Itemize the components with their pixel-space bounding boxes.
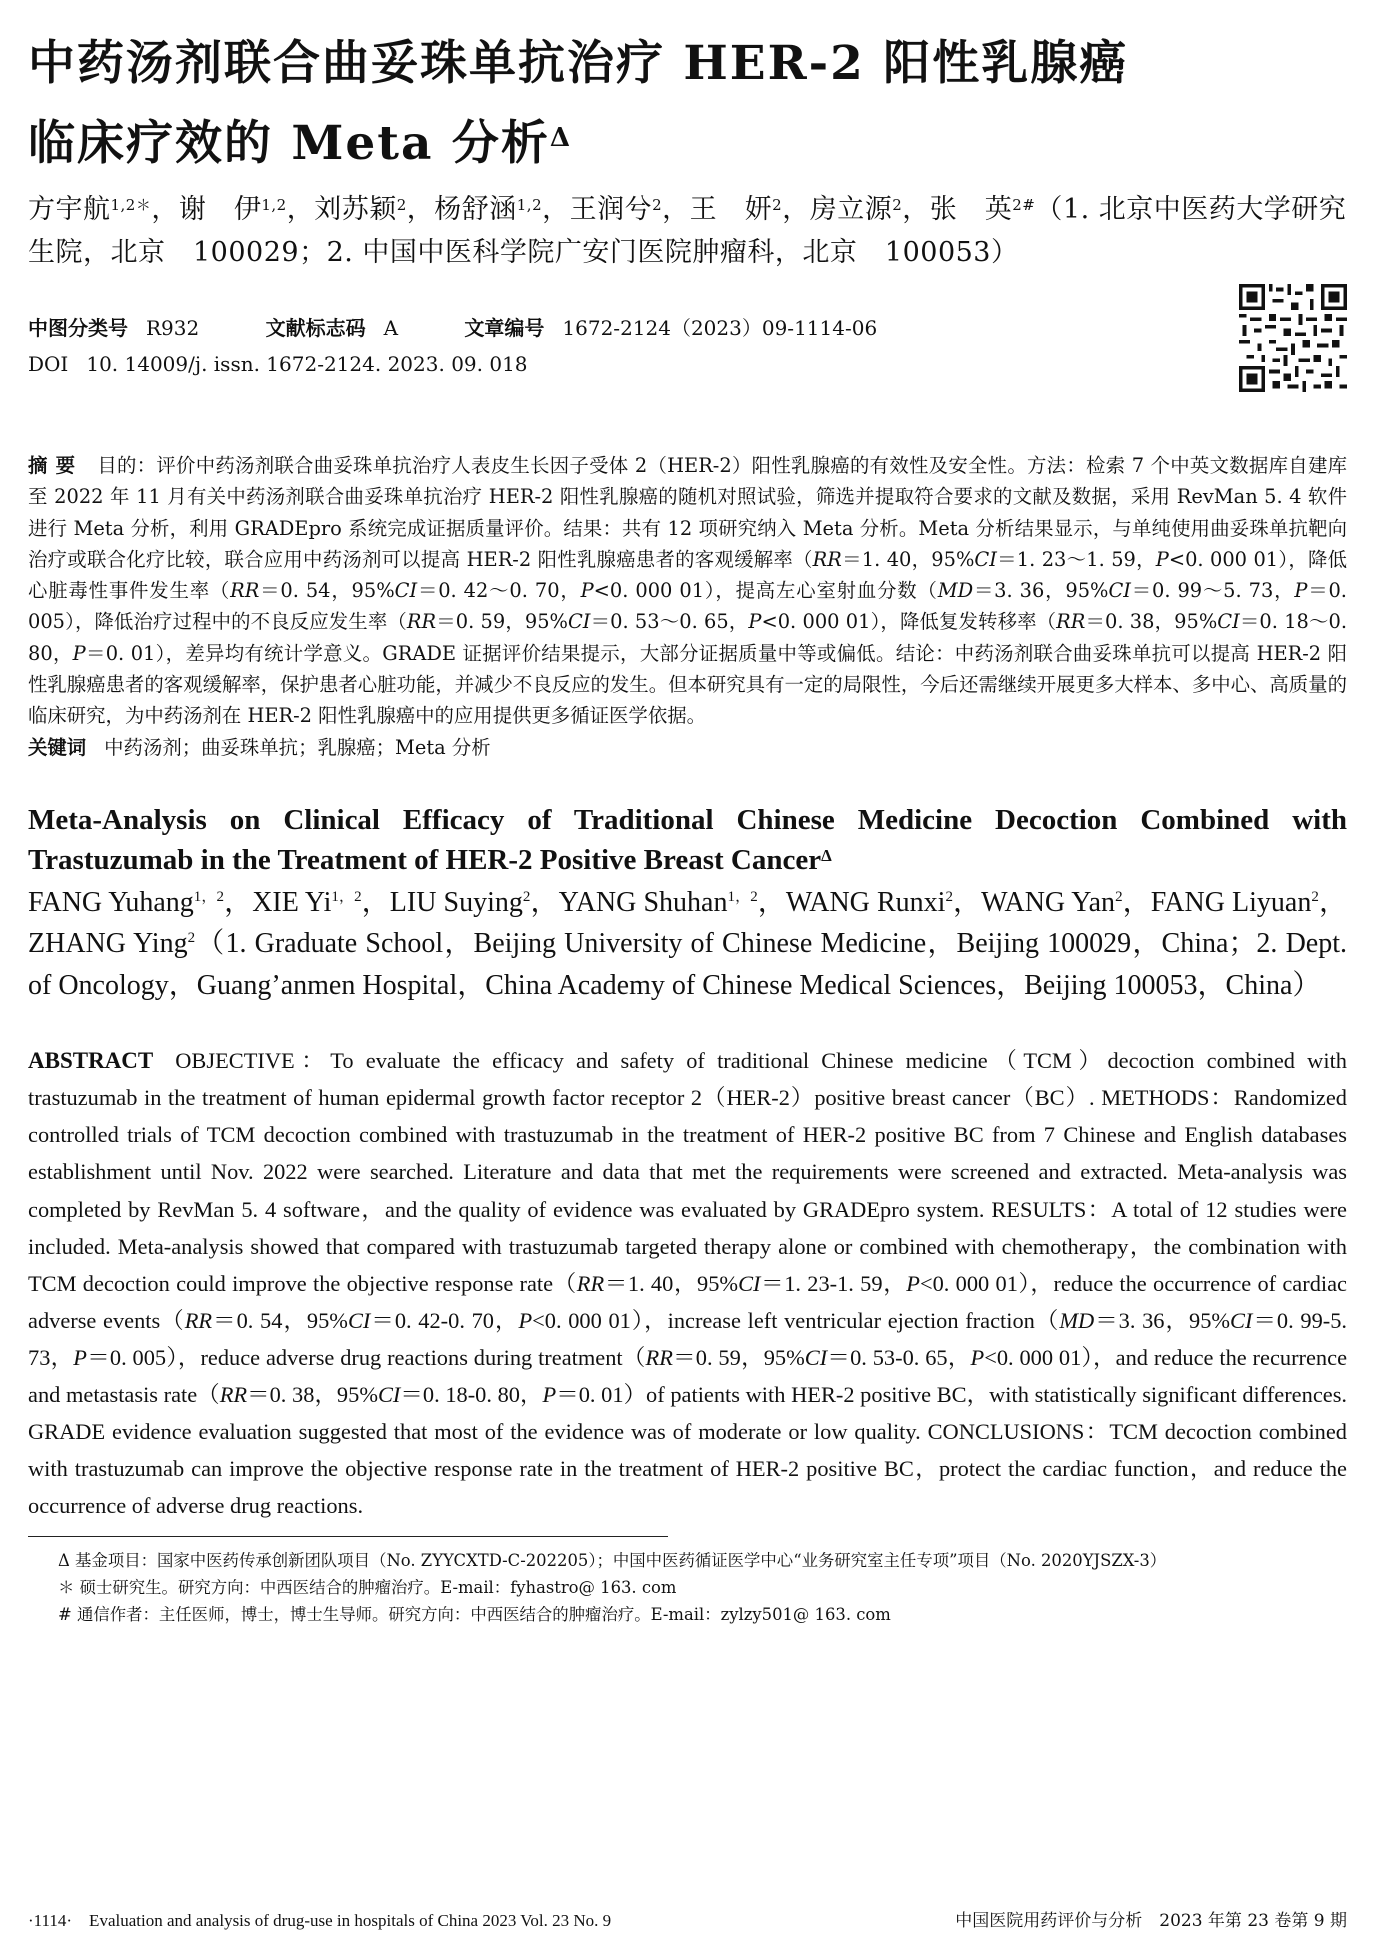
abstract-text: ＝0. 38，95% xyxy=(1085,610,1218,634)
chinese-title xyxy=(28,24,1347,184)
abstract-text: ＝0. 53-0. 65， xyxy=(827,1344,971,1370)
article-number-value: 1672-2124（2023）09-1114-06 xyxy=(562,316,878,340)
footer-journal-en: ·1114· Evaluation and analysis of drug-use in hospitals of China 2023 Vol. 23 No. 9 xyxy=(28,1911,612,1930)
abstract-text: ＝1. 23-1. 59， xyxy=(760,1270,907,1296)
author-name: ，WANG Runxi xyxy=(757,886,946,918)
chinese-title-line2: 临床疗效的 Meta 分析 xyxy=(28,116,550,171)
footnote-divider xyxy=(28,1536,668,1537)
stat-symbol: CI xyxy=(377,1382,401,1408)
abstract-text: <0. 000 01），降低复发转移率（ xyxy=(761,610,1057,634)
author-sup: 2 xyxy=(892,196,903,214)
abstract-text: ＝0. 005），降低治疗过程中的不良反应发生率（ xyxy=(28,579,1347,634)
author-name: ，YANG Shuhan xyxy=(530,886,728,918)
clc-value: R932 xyxy=(146,316,200,340)
abstract-text: ＝0. 005），reduce adverse drug reactions during treatment（ xyxy=(86,1344,646,1370)
abstract-text: ＝3. 36，95% xyxy=(1094,1307,1231,1333)
doi-row xyxy=(28,346,1347,382)
doc-code-value: A xyxy=(383,316,399,340)
author-name: ，WANG Yan xyxy=(952,886,1116,918)
abstract-text: ＝0. 01），差异均有统计学意义。GRADE 证据评价结果提示，大部分证据质量中等或偏低。结论：中药汤剂联合曲妥珠单抗可以提高 HER-2 阳性乳腺癌患者的客观缓解率，保护患者心脏功能，并减少不良反应的发生。但本研究具有一定的局限性，今后还需继续开展更多大样本、多中心、高质量的临床研究，为中药汤剂在 HER-2 阳性乳腺癌中的应用提供更多循证医学依据。 xyxy=(28,641,1347,728)
abstract-text: ＝0. 01）of patients with HER-2 positive BC，with statistically significant differences. GRADE evidence evaluation suggested that most of the evidence was of moderate or low quality. CONCLUSIONS：TCM decoction combined with trastuzumab can improve the objective response rate in the treatment of HER-2 positive BC，protect the cardiac function，and reduce the occurrence of adverse drug reactions. xyxy=(28,1382,1348,1519)
author-sup: 2# xyxy=(1012,196,1036,214)
doc-code-label: 文献标志码 xyxy=(265,316,366,340)
author-sup: 2 xyxy=(396,196,407,214)
abstract-text: ＝0. 38，95% xyxy=(247,1382,378,1408)
abstract-text: ＝3. 36，95% xyxy=(973,579,1109,603)
stat-symbol: RR xyxy=(1056,610,1086,634)
author-name: ，杨舒涵 xyxy=(406,194,517,225)
stat-symbol: CI xyxy=(804,1344,828,1370)
author-sup: 1,2＊ xyxy=(110,196,152,214)
stat-symbol: P xyxy=(748,610,762,634)
doi-label: DOI xyxy=(28,352,69,376)
stat-symbol: RR xyxy=(184,1307,213,1333)
author-name: ，谢 伊 xyxy=(151,194,262,225)
funding-mark: Δ xyxy=(549,123,573,153)
author-sup: 1，2 xyxy=(727,888,758,905)
stat-symbol: CI xyxy=(974,547,997,571)
stat-symbol: P xyxy=(580,579,594,603)
abstract-text: ＝0. 99-5. 73， xyxy=(28,1307,1348,1370)
author-name: 方宇航 xyxy=(28,194,111,225)
stat-symbol: CI xyxy=(1108,579,1131,603)
stat-symbol: P xyxy=(1294,579,1308,603)
footnote-first-author: ＊ 硕士研究生。研究方向：中西医结合的肿瘤治疗。E-mail：fyhastro@ 163. com xyxy=(58,1578,677,1598)
author-name: ，王润兮 xyxy=(542,194,653,225)
abstract-text: ＝0. 18-0. 80， xyxy=(400,1382,543,1408)
stat-symbol: RR xyxy=(645,1344,673,1370)
article-number-label: 文章编号 xyxy=(464,316,545,340)
author-name: ，王 妍 xyxy=(662,194,773,225)
abstract-text: <0. 000 01），reduce the occurrence of cardiac adverse events（ xyxy=(28,1270,1347,1333)
stat-symbol: P xyxy=(906,1270,920,1296)
abstract-text: ＝0. 59，95% xyxy=(672,1344,805,1370)
stat-symbol: MD xyxy=(937,579,974,603)
stat-symbol: CI xyxy=(567,610,591,634)
english-authors xyxy=(28,882,1347,1007)
stat-symbol: RR xyxy=(230,579,260,603)
author-sup: 2 xyxy=(1311,888,1319,905)
footnotes xyxy=(28,1547,1347,1628)
stat-symbol: P xyxy=(970,1344,985,1370)
stat-symbol: RR xyxy=(812,547,842,571)
author-name: ，刘苏颖 xyxy=(286,194,397,225)
abstract-label: ABSTRACT xyxy=(28,1048,154,1074)
abstract-text: <0. 000 01），and reduce the recurrence and metastasis rate（ xyxy=(28,1344,1348,1408)
english-abstract xyxy=(28,1042,1347,1524)
author-sup: 2 xyxy=(772,196,783,214)
stat-symbol: RR xyxy=(406,610,437,634)
abstract-text: ＝1. 40，95% xyxy=(841,547,975,571)
author-sup: 1，2 xyxy=(193,888,224,905)
funding-mark: Δ xyxy=(821,845,832,865)
keywords-label: 关键词 xyxy=(28,735,87,759)
stat-symbol: P xyxy=(542,1382,557,1408)
abstract-text: 目的：评价中药汤剂联合曲妥珠单抗治疗人表皮生长因子受体 2（HER-2）阳性乳腺癌的有效性及安全性。方法：检索 7 个中英文数据库自建库至 2022 年 11 月有关中药汤剂联合曲妥珠单抗治疗 HER-2 阳性乳腺癌的随机对照试验，筛选并提取符合要求的文献及数据，采用 RevMan 5. 4 软件进行 Meta 分析，利用 GRADEpro 系统完成证据质量评价。结果：共有 12 项研究纳入 Meta 分析。Meta 分析结果显示，与单纯使用曲妥珠单抗靶向治疗或联合化疗比较，联合应用中药汤剂可以提高 HER-2 阳性乳腺癌患者的客观缓解率（ xyxy=(28,454,1348,571)
stat-symbol: CI xyxy=(347,1307,371,1333)
doi-value: 10. 14009/j. issn. 1672-2124. 2023. 09. 018 xyxy=(86,352,528,376)
qr-code-icon[interactable] xyxy=(1239,284,1347,392)
page-footer xyxy=(28,1906,1347,1931)
article-page xyxy=(28,24,1347,1628)
abstract-text: ＝0. 53～0. 65， xyxy=(590,610,749,634)
stat-symbol: RR xyxy=(576,1270,605,1296)
abstract-text: <0. 000 01），increase left ventricular ejection fraction（ xyxy=(532,1307,1060,1333)
stat-symbol: P xyxy=(73,1344,87,1370)
abstract-text: <0. 000 01），降低心脏毒性事件发生率（ xyxy=(28,547,1348,603)
footer-journal-cn: 中国医院用药评价与分析 2023 年第 23 卷第 9 期 xyxy=(955,1911,1347,1931)
abstract-text: ＝0. 42～0. 70， xyxy=(417,579,581,603)
article-metadata xyxy=(28,310,1347,430)
english-affiliation: （1. Graduate School，Beijing University of Chinese Medicine，Beijing 100029，China；2. Dept. of Oncology，Guang’anmen Hospital，China Academy of Chinese Medical Sciences，Beijing 100053，China） xyxy=(28,928,1348,1001)
abstract-text: ＝1. 40，95% xyxy=(604,1270,739,1296)
clc-label: 中图分类号 xyxy=(28,316,128,340)
stat-symbol: MD xyxy=(1059,1307,1095,1333)
abstract-text: ＝0. 54，95% xyxy=(212,1307,348,1333)
author-sup: 2 xyxy=(1115,888,1123,905)
author-sup: 2 xyxy=(522,888,531,905)
author-sup: 2 xyxy=(945,888,953,905)
author-sup: 1，2 xyxy=(331,888,362,905)
chinese-title-line1: 中药汤剂联合曲妥珠单抗治疗 HER-2 阳性乳腺癌 xyxy=(28,36,1129,91)
stat-symbol: P xyxy=(518,1307,533,1333)
author-sup: 1,2 xyxy=(261,196,287,214)
author-name: ，张 英 xyxy=(902,194,1013,225)
stat-symbol: CI xyxy=(394,579,418,603)
abstract-text: ＝0. 99～5. 73， xyxy=(1130,579,1295,603)
author-sup: 1,2 xyxy=(516,196,543,214)
author-name: ，房立源 xyxy=(782,194,893,225)
author-name: ，XIE Yi xyxy=(223,886,332,918)
stat-symbol: CI xyxy=(1217,610,1240,634)
abstract-text: ＝0. 42-0. 70， xyxy=(370,1307,519,1333)
footnote-corresponding-author: # 通信作者：主任医师，博士，博士生导师。研究方向：中西医结合的肿瘤治疗。E-mail：zylzy501@ 163. com xyxy=(58,1605,891,1625)
abstract-text: <0. 000 01），提高左心室射血分数（ xyxy=(593,579,938,603)
stat-symbol: RR xyxy=(219,1382,248,1408)
footnote-funding: Δ 基金项目：国家中医药传承创新团队项目（No. ZYYCXTD-C-202205）；中国中医药循证医学中心“业务研究室主任专项”项目（No. 2020YJSZX-3） xyxy=(58,1551,1167,1571)
abstract-text: ＝1. 23～1. 59， xyxy=(996,547,1156,571)
stat-symbol: CI xyxy=(738,1270,761,1296)
author-name: ，LIU Suying xyxy=(361,886,523,918)
abstract-text: OBJECTIVE：To evaluate the efficacy and safety of traditional Chinese medicine（TCM）decoction combined with trastuzumab in the treatment of human epidermal growth factor receptor 2（HER-2）positive breast cancer（BC）. METHODS：Randomized controlled trials of TCM decoction combined with trastuzumab in the treatment of HER-2 positive BC from 7 Chinese and English databases establishment until Nov. 2022 were searched. Literature and data that met the requirements were screened and extracted. Meta-analysis was completed by RevMan 5. 4 software，and the quality of evidence was evaluated by GRADEpro system. RESULTS：A total of 12 studies were included. Meta-analysis showed that compared with trastuzumab targeted therapy alone or combined with chemotherapy，the combination with TCM decoction could improve the objective response rate（ xyxy=(28,1048,1347,1296)
chinese-keywords xyxy=(28,732,1347,764)
author-name: FANG Yuhang xyxy=(28,886,194,918)
stat-symbol: P xyxy=(1155,547,1169,571)
abstract-text: ＝0. 54，95% xyxy=(259,579,395,603)
chinese-authors xyxy=(28,188,1347,274)
abstract-label: 摘要 xyxy=(28,454,84,477)
english-title xyxy=(28,800,1347,880)
stat-symbol: P xyxy=(72,641,86,665)
keywords-text: 中药汤剂；曲妥珠单抗；乳腺癌；Meta 分析 xyxy=(104,735,491,759)
chinese-abstract xyxy=(28,450,1347,732)
author-name: ，ZHANG Ying xyxy=(28,886,1347,960)
author-name: ，FANG Liyuan xyxy=(1122,886,1312,918)
classification-row xyxy=(28,310,1347,346)
english-title-text: Meta-Analysis on Clinical Efficacy of Traditional Chinese Medicine Decoction Combined with Trastuzumab in the Treatment of HER-2 Positive Breast Cancer xyxy=(28,803,1347,876)
abstract-text: ＝0. 18～0. 80， xyxy=(28,610,1348,665)
author-sup: 2 xyxy=(187,930,196,947)
abstract-text: ＝0. 59，95% xyxy=(436,610,568,634)
author-sup: 2 xyxy=(652,196,663,214)
chinese-affiliation: （1. 北京中医药大学研究生院，北京 100029；2. 中国中医科学院广安门医院肿瘤科，北京 100053） xyxy=(28,194,1347,268)
stat-symbol: CI xyxy=(1230,1307,1253,1333)
